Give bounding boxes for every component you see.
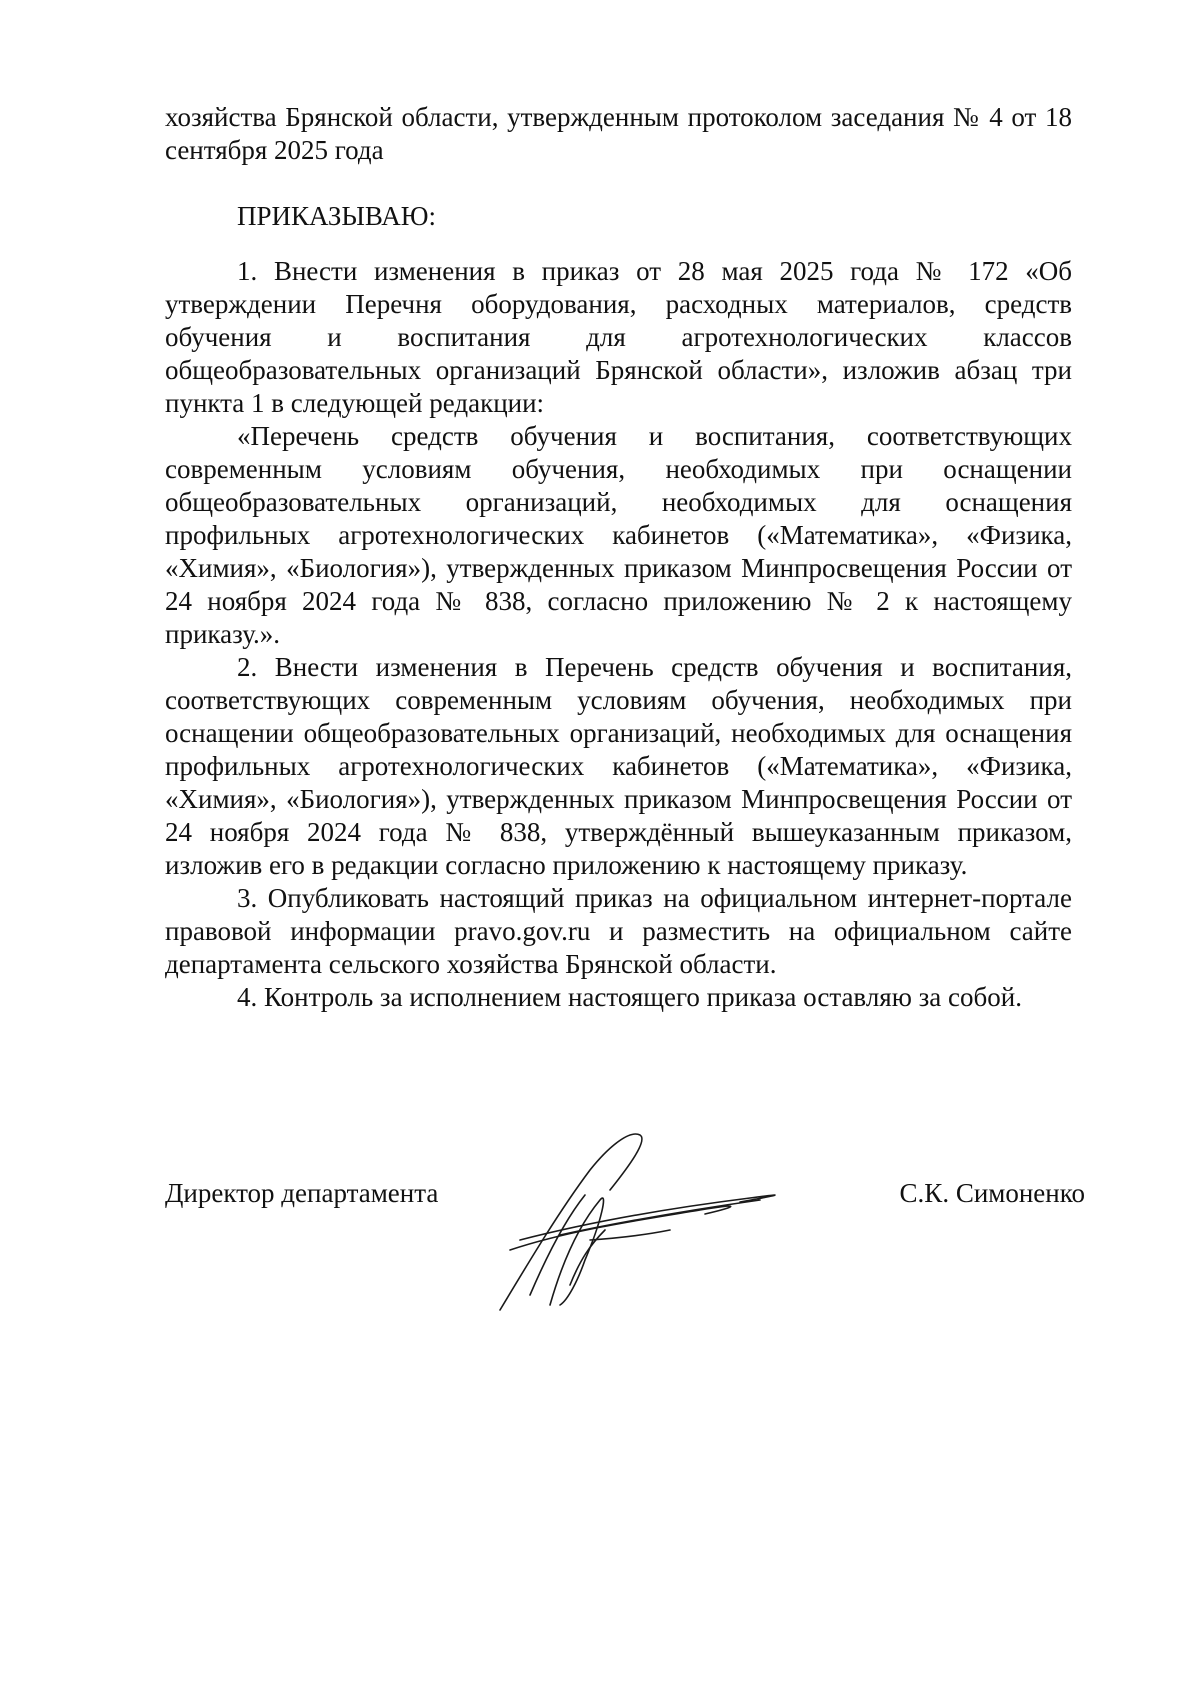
item-1: 1. Внести изменения в приказ от 28 мая 2025 года № 172 «Об утверждении Перечня оборудования, расходных материалов, средств обучения и воспитания для агротехнологических классов общеобразовательных организаций Брянской области», изложив абзац три пункта 1 в следующей редакции: — [165, 256, 1072, 418]
item-2: 2. Внести изменения в Перечень средств обучения и воспитания, соответствующих современным условиям обучения, необходимых при оснащении общеобразовательных организаций, необходимых для оснащения профильных агротехнологических кабинетов («Математика», «Физика, «Химия», «Биология»), утвержденных приказом Минпросвещения России от 24 ноября 2024 года № 838, утверждённый вышеуказанным приказом, изложив его в редакции согласно приложению к настоящему приказу. — [165, 652, 1072, 880]
signer-name: С.К. Симоненко — [899, 1178, 1085, 1208]
spacer — [165, 167, 1072, 200]
intro-paragraph: хозяйства Брянской области, утвержденным протоколом заседания № 4 от 18 сентября 2025 года — [165, 102, 1072, 165]
document-body — [165, 101, 1072, 1014]
signer-title: Директор департамента — [165, 1178, 439, 1208]
order-heading: ПРИКАЗЫВАЮ: — [237, 201, 436, 231]
handwritten-signature — [490, 1110, 830, 1320]
item-1-quote: «Перечень средств обучения и воспитания, соответствующих современным условиям обучения, необходимых при оснащении общеобразовательных организаций, необходимых для оснащения профильных агротехнологических кабинетов («Математика», «Физика, «Химия», «Биология»), утвержденных приказом Минпросвещения России от 24 ноября 2024 года № 838, согласно приложению № 2 к настоящему приказу.». — [165, 421, 1072, 649]
spacer — [165, 233, 1072, 255]
item-3: 3. Опубликовать настоящий приказ на официальном интернет-портале правовой информации pravo.gov.ru и разместить на официальном сайте департамента сельского хозяйства Брянской области. — [165, 883, 1072, 979]
item-4: 4. Контроль за исполнением настоящего приказа оставляю за собой. — [237, 982, 1022, 1012]
